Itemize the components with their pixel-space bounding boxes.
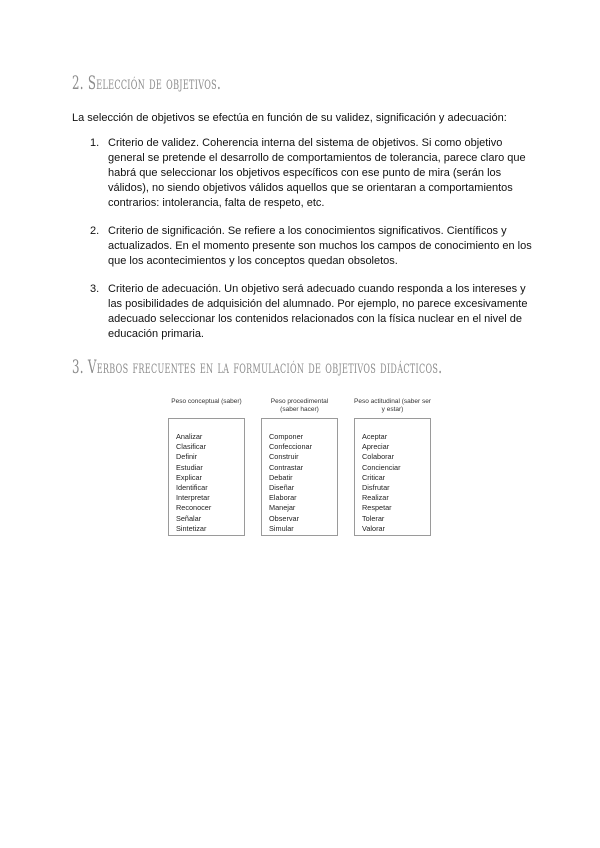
criteria-list xyxy=(72,136,532,355)
verb-item: Definir xyxy=(176,452,198,462)
verb-item: Sintetizar xyxy=(176,523,207,533)
verbs-column-actitudinal xyxy=(354,398,431,536)
verb-item: Diseñar xyxy=(269,483,295,493)
section-2-intro: La selección de objetivos se efectúa en función de su validez, significación y adecuación: xyxy=(72,112,507,124)
verb-item: Contrastar xyxy=(269,462,304,472)
verbs-box xyxy=(261,418,338,536)
list-number: 1. xyxy=(90,137,100,149)
verb-item: Reconocer xyxy=(176,503,212,513)
list-item xyxy=(72,224,532,269)
section-2-heading: 2. Selección de objetivos. xyxy=(72,72,222,94)
verb-item: Elaborar xyxy=(269,493,297,503)
column-title: Peso actitudinal (saber ser y estar) xyxy=(354,398,431,413)
verb-item: Analizar xyxy=(176,432,203,441)
verbs-column-conceptual xyxy=(168,398,245,536)
verb-item: Estudiar xyxy=(176,462,203,472)
verb-item: Construir xyxy=(269,452,299,462)
list-number: 3. xyxy=(90,283,100,295)
verb-item: Colaborar xyxy=(362,452,395,462)
column-title: Peso conceptual (saber) xyxy=(171,398,242,405)
verb-item: Interpretar xyxy=(176,493,210,503)
verb-item: Simular xyxy=(269,523,294,533)
criterion-text: Criterio de significación. Se refiere a los conocimientos significativos. Científicos y actualizados. En el momento presente son muchos los campos de conocimiento en los que los acontecimientos y los conceptos quedan obsoletos. xyxy=(108,225,532,267)
verb-item: Aceptar xyxy=(362,432,388,441)
verb-item: Identificar xyxy=(176,483,208,493)
verb-item: Valorar xyxy=(362,523,385,533)
verb-item: Disfrutar xyxy=(362,483,390,493)
list-number: 2. xyxy=(90,225,100,237)
section-3-heading: 3. Verbos frecuentes en la formulación de objetivos didácticos. xyxy=(72,356,443,378)
verb-item: Clasificar xyxy=(176,442,207,452)
verb-item: Confeccionar xyxy=(269,442,312,452)
verb-item: Tolerar xyxy=(362,513,385,523)
verb-item: Realizar xyxy=(362,493,389,503)
verb-item: Observar xyxy=(269,513,300,523)
verb-item: Debatir xyxy=(269,472,293,482)
verb-item: Manejar xyxy=(269,503,296,513)
verb-item: Concienciar xyxy=(362,462,401,472)
verbs-box xyxy=(354,418,431,536)
verbs-column-procedimental xyxy=(261,398,338,536)
verb-item: Respetar xyxy=(362,503,392,513)
list-item xyxy=(72,136,532,211)
verb-item: Criticar xyxy=(362,472,386,482)
criterion-text: Criterio de adecuación. Un objetivo será adecuado cuando responda a los intereses y las posibilidades de adquisición del alumnado. Por ejemplo, no parece excesivamente adecuado seleccionar los contenidos relacionados con la física nuclear en el nivel de educación primaria. xyxy=(108,283,528,340)
verb-item: Apreciar xyxy=(362,442,390,452)
verbs-box xyxy=(168,418,245,536)
list-item xyxy=(72,282,532,342)
criterion-text: Criterio de validez. Coherencia interna del sistema de objetivos. Si como objetivo general se pretende el desarrollo de comportamientos de tolerancia, parece claro que habrá que seleccionar los objetivos específicos con ese punto de mira (serán los válidos), no siendo objetivos válidos aquellos que se orientaran a comportamientos contrarios: intolerancia, falta de respeto, etc. xyxy=(108,137,526,209)
column-title: Peso procedimental (saber hacer) xyxy=(270,398,329,413)
verb-item: Componer xyxy=(269,432,304,441)
verb-item: Explicar xyxy=(176,472,202,482)
verb-item: Señalar xyxy=(176,513,202,523)
